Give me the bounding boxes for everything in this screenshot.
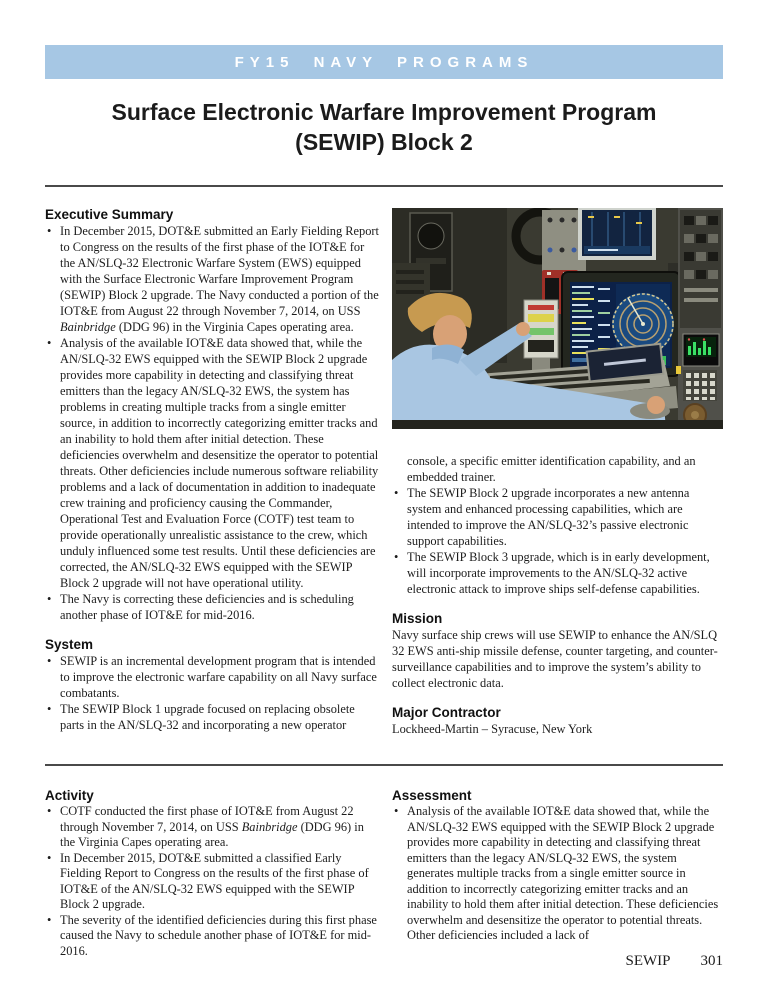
bullet-item: • The SEWIP Block 3 upgrade, which is in early development, will incorporate improvements to the AN/SLQ-32 active electronic attack to improve ships self-defense capabilities.	[392, 549, 723, 597]
title-divider-rule	[45, 185, 723, 187]
banner-text: FY15 NAVY PROGRAMS	[234, 53, 534, 71]
assessment-list	[392, 804, 723, 944]
system-list	[45, 653, 380, 733]
activity-list	[45, 804, 380, 959]
executive-summary-list	[45, 223, 380, 623]
major-contractor-heading: Major Contractor	[392, 705, 501, 720]
system-continuation: console, a specific emitter identification capability, and an embedded trainer.	[407, 454, 696, 484]
assessment-column	[392, 787, 723, 944]
bullet-item: • The SEWIP Block 1 upgrade focused on replacing obsolete parts in the AN/SLQ-32 and incorporating a new operator	[45, 701, 380, 733]
footer-page-number: 301	[700, 953, 723, 969]
green-status-display	[683, 334, 719, 366]
bullet-item: • The severity of the identified deficiencies during this first phase caused the Navy to schedule another phase of IOT&E for mid-2016.	[45, 913, 380, 960]
major-contractor-body: Lockheed-Martin – Syracuse, New York	[392, 722, 593, 736]
console-photo	[392, 208, 723, 429]
activity-heading: Activity	[45, 788, 94, 803]
footer-program-name: SEWIP	[625, 953, 671, 969]
mission-heading: Mission	[392, 611, 443, 626]
assessment-heading: Assessment	[392, 788, 472, 803]
right-equipment-rack	[676, 208, 723, 429]
activity-column	[45, 787, 380, 959]
bullet-item: • In December 2015, DOT&E submitted a classified Early Fielding Report to Congress on the results of the first phase of IOT&E of the AN/SLQ-32 EWS equipped with the SEWIP Block 2 upgrade.	[45, 851, 380, 913]
bullet-item: • The Navy is correcting these deficiencies and is scheduling another phase of IOT&E for mid-2016.	[45, 591, 380, 623]
system-list-right	[392, 485, 723, 597]
page-title-line1: Surface Electronic Warfare Improvement Program	[111, 99, 657, 125]
mission-body: Navy surface ship crews will use SEWIP to enhance the AN/SLQ 32 EWS anti-ship missile defense, counter targeting, and counter-surveillance capabilities and to improve the system’s ability to collect electronic data.	[392, 628, 718, 690]
activity-divider-rule	[45, 764, 723, 766]
bullet-item: • The SEWIP Block 2 upgrade incorporates a new antenna system and enhanced processing capabilities, which are intended to improve the AN/SLQ-32’s passive electronic support capabilities.	[392, 485, 723, 549]
bullet-item: • Analysis of the available IOT&E data showed that, while the AN/SLQ-32 EWS equipped with the SEWIP Block 2 upgrade provides more capability in detecting and classifying threat emitters than the legacy AN/SLQ-32 EWS, the system has problems in creating multiple tracks from a single emitter source, in addition to incorrectly categorizing emitter tracks and an inability to hold them after initial detection. These deficiencies overwhelm and desensitize the operator to potential threats. Other deficiencies include numerous software reliability problems and a lack of documentation in addition to inadequate crew training and proficiency causing the Commander, Operational Test and Evaluation Force (COTF) test team to provide operationally unrealistic assistance to the crew, which unduly influenced some test results. Until these deficiencies are corrected, the AN/SLQ-32 EWS equipped with the SEWIP Block 2 upgrade will not have operational utility.	[45, 335, 380, 591]
page-title	[0, 97, 768, 157]
page-footer	[392, 953, 723, 970]
bullet-item: • In December 2015, DOT&E submitted an Early Fielding Report to Congress on the results of the first phase of the IOT&E for the AN/SLQ-32 Electronic Warfare System (EWS) equipped with the Surface Electronic Warfare Improvement Program (SEWIP) Block 2 upgrade. The Navy conducted a portion of the IOT&E from August 22 through November 7, 2014, on USS Bainbridge (DDG 96) in the Virginia Capes operating area.	[45, 223, 380, 335]
system-heading: System	[45, 637, 94, 652]
bullet-item: • COTF conducted the first phase of IOT&E from August 22 through November 7, 2014, on USS Bainbridge (DDG 96) in the Virginia Capes operating area.	[45, 804, 380, 851]
page-title-line2: (SEWIP) Block 2	[295, 129, 473, 155]
upper-display	[578, 208, 656, 260]
fy15-navy-programs-banner	[45, 45, 723, 79]
bullet-item: • Analysis of the available IOT&E data showed that, while the AN/SLQ-32 EWS equipped with the SEWIP Block 2 upgrade provides more capability in detecting and classifying threat emitters than the legacy AN/SLQ-32 EWS, the system generates multiple tracks from a single emitter source in addition to incorrectly categorizing emitter tracks and an inability to hold them after initial detection. These deficiencies overwhelm and desensitize the operator to potential threats. Other deficiencies included a lack of	[392, 804, 723, 944]
right-column	[392, 206, 723, 737]
bullet-item: • SEWIP is an incremental development program that is intended to improve the electronic warfare capability on all Navy surface combatants.	[45, 653, 380, 701]
executive-summary-heading: Executive Summary	[45, 207, 174, 222]
left-column	[45, 206, 380, 733]
